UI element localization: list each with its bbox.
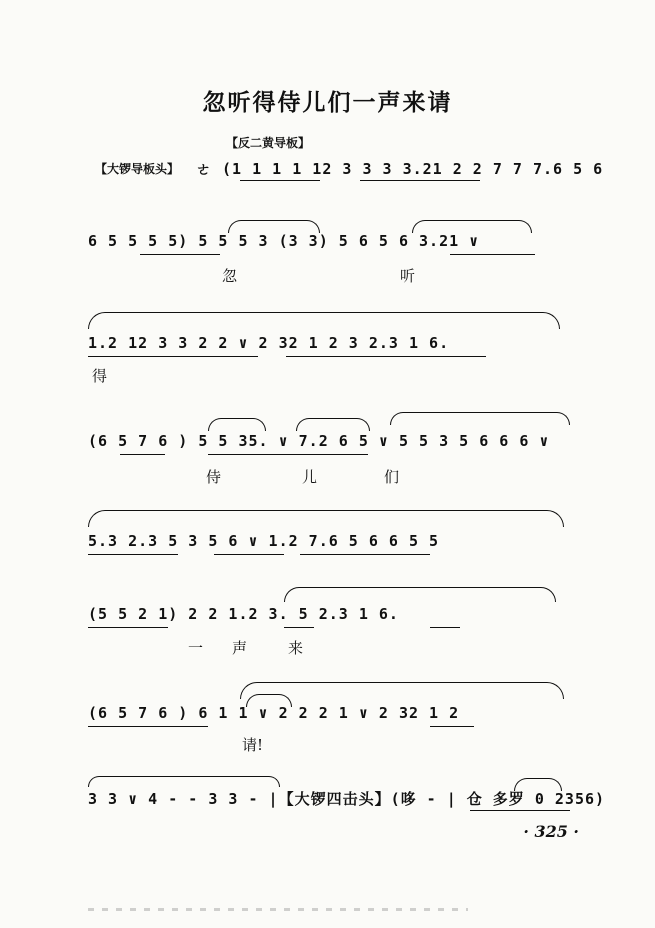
slur-mark <box>88 510 564 527</box>
lyric-word: 儿 <box>302 468 318 486</box>
notation-line-2: 6 5 5 5 5) 5 5 5 3 (3 3) 5 6 5 6 3.21 ∨ <box>88 232 480 250</box>
lyrics-line-1 <box>0 265 655 289</box>
notation-line-3: 1.2 12 3 3 2 2 ∨ 2 32 1 2 3 2.3 1 6. <box>88 334 450 352</box>
scan-noise <box>88 908 468 911</box>
mode-label: 【反二黄导板】 <box>226 136 311 150</box>
score-row-5 <box>0 532 655 572</box>
slur-mark <box>208 418 266 431</box>
lyric-word: 请! <box>242 736 264 754</box>
lyric-word: 们 <box>384 468 400 486</box>
lyric-word: 听 <box>400 267 416 285</box>
lyric-word: 得 <box>92 367 108 385</box>
slur-mark <box>296 418 370 431</box>
notation-line-8: 3 3 ∨ 4 - - 3 3 - |【大锣四击头】(哆 - | 仓 多罗 0 2356) <box>88 790 606 808</box>
slur-mark <box>390 412 570 425</box>
notation-line-4: (6 5 7 6 ) 5 5 35. ∨ 7.2 6 5 ∨ 5 5 3 5 6 6 6 ∨ <box>88 432 550 450</box>
lyrics-line-5 <box>0 734 655 758</box>
score-row-1 <box>0 158 655 198</box>
notation-line-5: 5.3 2.3 5 3 5 6 ∨ 1.2 7.6 5 6 6 5 5 <box>88 532 440 550</box>
slur-mark <box>88 776 280 787</box>
slur-mark <box>88 312 560 329</box>
lyric-word: 侍 <box>206 468 222 486</box>
notation-line-7: (6 5 7 6 ) 6 1 1 ∨ 2 2 2 1 ∨ 2 32 1 2 <box>88 704 460 722</box>
notation-line-6: (5 5 2 1) 2 2 1.2 3. 5 2.3 1 6. <box>88 605 399 623</box>
lyric-word: 来 <box>288 639 304 657</box>
lyrics-line-3 <box>0 466 655 490</box>
lyric-word: 声 <box>232 639 248 657</box>
slur-mark <box>240 682 564 699</box>
page-number: · 325 · <box>523 822 579 841</box>
lyric-word: 忽 <box>222 267 238 285</box>
lyrics-line-2 <box>0 365 655 389</box>
prefix-label: 【大锣导板头】 <box>95 162 180 176</box>
lyric-word: 一 <box>188 639 204 657</box>
notation-line-1: ㄜ (1 1 1 1 12 3 3 3 3.21 2 2 7 7 7.6 5 6 <box>196 160 604 178</box>
slur-mark <box>284 587 556 602</box>
page-title: 忽听得侍儿们一声来请 <box>202 89 453 116</box>
lyrics-line-4 <box>0 637 655 661</box>
